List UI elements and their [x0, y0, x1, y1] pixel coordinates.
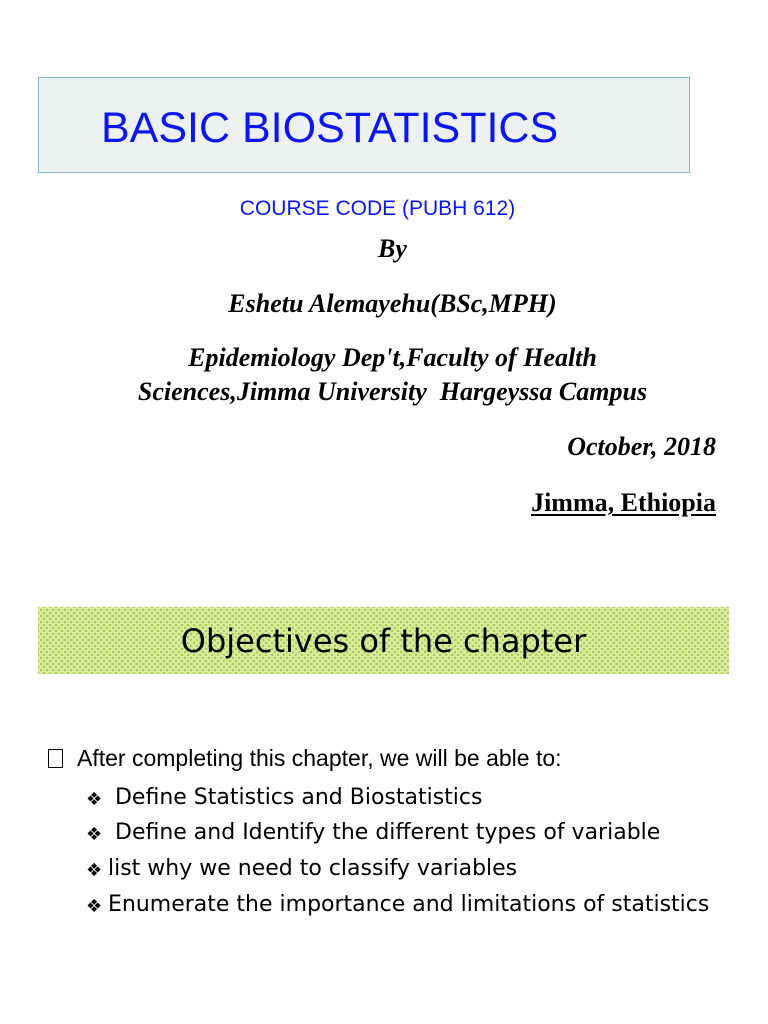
list-item	[86, 782, 726, 813]
objectives-banner	[38, 607, 729, 674]
objectives-list	[86, 782, 726, 920]
page-title: BASIC BIOSTATISTICS	[101, 104, 559, 152]
department-affiliation	[0, 341, 768, 409]
list-item-text: list why we need to classify variables	[108, 856, 518, 881]
objectives-intro	[48, 743, 562, 773]
list-item-text: Enumerate the importance and limitations of statistics	[108, 892, 710, 917]
objectives-heading: Objectives of the chapter	[180, 622, 587, 660]
diamond-bullet-icon: ❖	[86, 860, 103, 881]
list-item-text: Define and Identify the different types of variable	[108, 820, 661, 845]
list-item	[86, 853, 726, 884]
square-bullet-icon	[48, 749, 63, 768]
department-line-2: Sciences,Jimma University Hargeyssa Campus	[137, 377, 648, 406]
objectives-intro-text: After completing this chapter, we will be able to:	[77, 745, 562, 771]
diamond-bullet-icon: ❖	[86, 896, 103, 917]
department-line-1: Epidemiology Dep't,Faculty of Health	[188, 343, 597, 372]
list-item	[86, 817, 726, 848]
presentation-place: Jimma, Ethiopia	[531, 488, 716, 517]
diamond-bullet-icon: ❖	[86, 789, 103, 810]
list-item-text: Define Statistics and Biostatistics	[108, 785, 483, 810]
course-code: COURSE CODE (PUBH 612)	[239, 197, 516, 220]
diamond-bullet-icon: ❖	[86, 824, 103, 845]
by-label: By	[378, 234, 407, 263]
list-item	[86, 889, 726, 920]
presentation-date: October, 2018	[567, 432, 716, 461]
title-box	[38, 77, 690, 173]
author-name: Eshetu Alemayehu(BSc,MPH)	[228, 289, 557, 318]
